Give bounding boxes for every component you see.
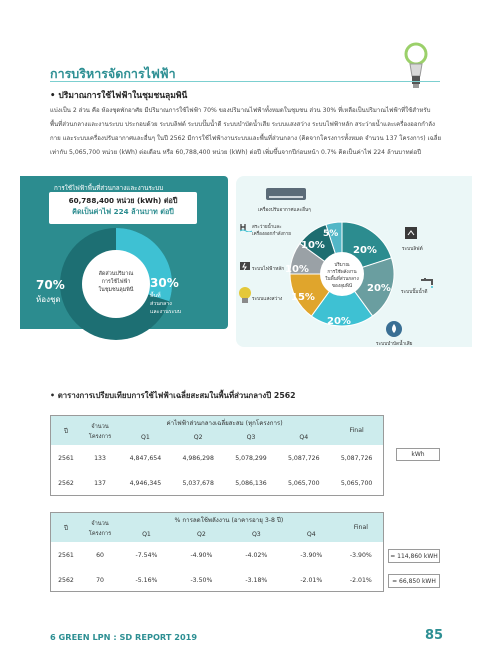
label-pool [252, 224, 291, 238]
pie-center-line-4: ของลุมพินี [331, 284, 353, 289]
title-divider [50, 81, 440, 82]
center-line-3: ในชุมชนลุมพินี [98, 287, 134, 293]
t2-r1-q3: -4.02% [245, 551, 268, 559]
t1-r1-q3: 5,078,299 [235, 454, 267, 462]
t1-header-year: ปี [51, 416, 81, 445]
label-common [150, 292, 181, 316]
t1-r1-q2: 4,986,298 [182, 454, 214, 462]
pct-household: 70% [36, 278, 65, 292]
t2-r2-q3: -3.18% [245, 576, 268, 584]
pct-common: 30% [150, 276, 179, 290]
t1-r1-count: 133 [94, 454, 106, 462]
t1-header-group: ค่าไฟฟ้าส่วนกลางเฉลี่ยสะสม (ทุกโครงการ) [119, 416, 330, 430]
center-line-2: การใช้ไฟฟ้า [101, 279, 131, 285]
t2-q2: Q2 [174, 527, 229, 542]
t1-q3: Q3 [225, 430, 278, 445]
subtitle-text: ปริมาณการใช้ไฟฟ้าในชุมชนลุมพินี [58, 91, 188, 101]
pie-center-text [317, 262, 367, 290]
t2-note-2: = 66,850 kWH [388, 574, 440, 588]
t1-r2-q2: 5,037,678 [182, 479, 214, 487]
air-conditioner-icon [266, 187, 306, 201]
left-panel-summary-box [49, 192, 197, 224]
t2-r2-q2: -3.50% [190, 576, 213, 584]
pie-center-line-3: ในพื้นที่ส่วนกลาง [325, 277, 359, 282]
light-bulb-icon [238, 287, 252, 305]
common-line-2: ส่วนกลาง [150, 301, 172, 307]
label-household: ห้องชุด [36, 295, 61, 304]
label-light: ระบบแสงสว่าง [252, 297, 283, 302]
common-line-3: และงานระบบ [150, 309, 182, 315]
table-row [51, 471, 383, 495]
section-subtitle: • ปริมาณการใช้ไฟฟ้าในชุมชนลุมพินี [50, 91, 188, 101]
summary-kwh: 60,788,400 หน่วย (kWh) ต่อปี [68, 196, 178, 205]
table-row [51, 445, 383, 471]
page-number: 85 [425, 628, 444, 643]
electric-icon [240, 261, 250, 271]
pool-line-2: เครื่องออกกำลังกาย [252, 232, 291, 237]
t2-header-count: จำนวนโครงการ [81, 513, 119, 542]
t2-r2-count: 70 [96, 576, 104, 584]
table-row [51, 568, 383, 592]
t2-header-year: ปี [51, 513, 81, 542]
footer-text: 6 GREEN LPN : SD REPORT 2019 [50, 632, 198, 642]
label-pump: ระบบปั๊มน้ำดี [401, 290, 428, 295]
left-panel-heading: การใช้ไฟฟ้าพื้นที่ส่วนกลางและงานระบบ [54, 185, 164, 192]
t1-r2-final: 5,065,700 [340, 479, 373, 487]
t2-r1-year: 2561 [58, 551, 74, 559]
pct-pump: 20% [367, 283, 391, 294]
t1-header-count: จำนวนโครงการ [81, 416, 119, 445]
t2-q1: Q1 [119, 527, 174, 542]
faucet-icon [420, 276, 438, 288]
t2-r1-final: -3.90% [349, 551, 372, 559]
intro-paragraph: แบ่งเป็น 2 ส่วน คือ ห้องชุดพักอาศัย มีปริมาณการใช้ไฟฟ้า 70% ของปริมาณไฟฟ้าทั้งหมดในชุมชน ส่วน 30% ที่เหลือเป็นปริมาณไฟฟ้าที่ใช้สำหรับพื้นที่ส่วนกลางและงานระบบ ประกอบด้วย ระบบลิฟต์ ระบบปั๊มน้ำดี ระบบบำบัดน้ำเสีย ระบบแสงสว่าง ระบบไฟฟ้าหลัก สระว่ายน้ำและเครื่องออกกำลังกาย และระบบเครื่องปรับอากาศและอื่นๆ ในปี 2562 มีการใช้ไฟฟ้างานระบบและพื้นที่ส่วนกลาง (คิดจากโครงการทั้งหมด จำนวน 137 โครงการ) เฉลี่ยเท่ากับ 5,065,700 หน่วย (kWh) ต่อเดือน หรือ 60,788,400 หน่วย (kWh) ต่อปี เพิ่มขึ้นจากปีก่อนหน้า 0.7% คิดเป็นค่าไฟ 224 ล้านบาทต่อปี [50, 107, 442, 156]
pool-line-1: สระว่ายน้ำและ [252, 225, 282, 230]
t2-r1-q1: -7.54% [135, 551, 158, 559]
t1-r1-q1: 4,847,654 [129, 454, 162, 462]
t2-r2-q1: -5.16% [135, 576, 158, 584]
t1-r1-q4: 5,087,726 [288, 454, 320, 462]
pct-ac: 5% [323, 229, 339, 239]
t2-note-1: = 114,860 kWH [388, 549, 440, 563]
center-line-1: สัดส่วนปริมาณ [98, 271, 134, 277]
common-line-1: พื้นที่ [150, 293, 161, 299]
label-lift: ระบบลิฟต์ [402, 247, 423, 252]
lightbulb-icon [400, 40, 432, 92]
t1-q4: Q4 [277, 430, 330, 445]
t1-note: kWh [396, 448, 440, 461]
donut-center-text [97, 270, 135, 294]
t1-q2: Q2 [172, 430, 225, 445]
t1-q1: Q1 [119, 430, 172, 445]
pct-waste: 20% [327, 316, 351, 327]
t2-header-group: % การลดใช้พลังงาน (อาคารอายุ 3-8 ปี) [119, 513, 339, 527]
t2-r1-count: 60 [96, 551, 104, 559]
water-treatment-icon [385, 320, 403, 338]
t1-header-final: Final [330, 416, 383, 445]
t1-r2-q1: 4,946,345 [129, 479, 162, 487]
t1-r2-year: 2562 [58, 479, 74, 487]
page-title: การบริหารจัดการไฟฟ้า [50, 66, 176, 81]
t1-r1-year: 2561 [58, 454, 74, 462]
pct-pool: 10% [301, 240, 325, 251]
t2-q4: Q4 [284, 527, 339, 542]
table1 [50, 415, 384, 496]
t1-r2-q3: 5,086,136 [235, 479, 267, 487]
summary-cost: คิดเป็นค่าไฟ 224 ล้านบาท ต่อปี [72, 207, 174, 216]
t2-r2-year: 2562 [58, 576, 74, 584]
t2-r1-q4: -3.90% [300, 551, 323, 559]
label-elec: ระบบไฟฟ้าหลัก [252, 267, 285, 272]
pie-center-line-1: ปริมาณ [334, 263, 350, 268]
t1-r2-count: 137 [94, 479, 106, 487]
t1-r1-final: 5,087,726 [340, 454, 373, 462]
t2-r2-q4: -2.01% [300, 576, 323, 584]
section2-title-text: ตารางการเปรียบเทียบการใช้ไฟฟ้าเฉลี่ยสะสมในพื้นที่ส่วนกลางปี 2562 [57, 391, 296, 400]
pct-light: 15% [291, 292, 315, 303]
t2-r2-final: -2.01% [349, 576, 372, 584]
elevator-icon [404, 226, 418, 240]
table2 [50, 512, 384, 592]
label-waste: ระบบบำบัดน้ำเสีย [376, 342, 413, 347]
pct-lift: 20% [353, 245, 377, 256]
pct-elec: 10% [285, 264, 309, 275]
pool-icon [240, 222, 252, 232]
t1-r2-q4: 5,065,700 [288, 479, 320, 487]
table-row [51, 542, 383, 568]
section2-title: • ตารางการเปรียบเทียบการใช้ไฟฟ้าเฉลี่ยสะสมในพื้นที่ส่วนกลางปี 2562 [50, 391, 296, 400]
pie-center-line-2: การใช้พลังงาน [327, 270, 357, 275]
t2-header-final: Final [339, 513, 383, 542]
t2-r1-q2: -4.90% [190, 551, 213, 559]
label-ac: เครื่องปรับอากาศและอื่นๆ [258, 208, 311, 213]
t2-q3: Q3 [229, 527, 284, 542]
